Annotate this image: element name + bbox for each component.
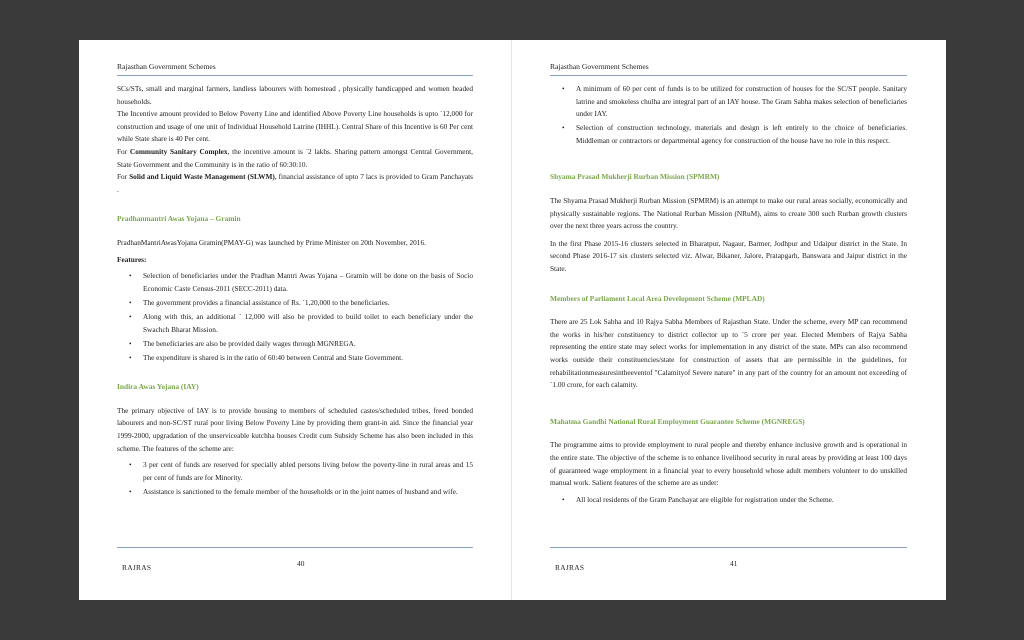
page-body <box>550 83 907 506</box>
list-item <box>117 352 473 365</box>
page-footer <box>550 547 907 578</box>
paragraph: SCs/STs, small and marginal farmers, landless labourers with homestead , physically handicapped and women headed households. <box>117 84 473 106</box>
list-item-text: The expenditure is shared is in the ratio of 60:40 between Central and State Government. <box>143 352 403 362</box>
page-left <box>79 40 512 600</box>
paragraph <box>117 171 473 196</box>
list-item-text: Assistance is sanctioned to the female member of the households or in the joint names of husband and wife. <box>143 486 458 496</box>
list-item <box>117 338 473 351</box>
list-item-text: 3 per cent of funds are reserved for specially abled persons living below the poverty-line in rural areas and 15 per cent of funds are for Minority. <box>143 460 473 482</box>
paragraph: The Incentive amount provided to Below Poverty Line and identified Above Poverty Line households is upto `12,000 for construction and usage of one unit of Individual Household Latrine (IHHL). Central Share of this Incentive is 60 Per cent while State share is 40 Per cent. <box>117 109 473 144</box>
bullet-icon: • <box>562 84 565 93</box>
bullet-icon: • <box>129 311 132 321</box>
text-run: For <box>117 172 130 182</box>
list-item <box>117 486 473 499</box>
paragraph: In the first Phase 2015-16 clusters selected in Bharatpur, Nagaur, Barmer, Jodhpur and Udaipur district in the State. In second Phase 2016-17 six clusters selected viz. Alwar, Bikaner, Jalore, Pratapgarh, Banswara and Jaipur district in the State. <box>550 238 907 274</box>
running-head: Rajasthan Government Schemes <box>550 62 649 71</box>
paragraph: The primary objective of IAY is to provide housing to members of scheduled castes/scheduled tribes, freed bonded labourers and non-SC/ST rural poor living Below Poverty Line by providing them grant-in aid. Since the financial year 1999-2000, upgradation of the unserviceable kutchha houses Credit cum Subsidy Scheme has also been included in this scheme. The features of the scheme are: <box>117 405 473 453</box>
paragraph: PradhanMantriAwasYojana Gramin(PMAY-G) was launched by Prime Minister on 20th November, 2016. <box>117 237 426 247</box>
list-item-text: The beneficiaries are also be provided daily wages through MGNREGA. <box>143 338 356 348</box>
footer-rule <box>550 547 907 548</box>
footer-publisher: RAJRAS <box>555 563 585 572</box>
footer-row <box>550 558 907 578</box>
list-item-text: All local residents of the Gram Panchayat are eligible for registration under the Scheme. <box>576 494 834 504</box>
bullet-list <box>550 83 907 147</box>
list-item <box>117 270 473 295</box>
bullet-icon: • <box>129 486 132 496</box>
bullet-icon: • <box>129 271 132 281</box>
bullet-icon: • <box>129 338 132 348</box>
list-item <box>117 297 473 310</box>
bullet-icon: • <box>562 494 565 504</box>
section-heading: Pradhanmantri Awas Yojana – Gramin <box>117 214 241 224</box>
features-label: Features: <box>117 254 147 264</box>
paragraph <box>117 146 473 171</box>
footer-rule <box>117 547 473 548</box>
bold-term: Solid and Liquid Waste Management (SLWM) <box>129 172 275 182</box>
page-number: 40 <box>297 559 305 568</box>
paragraph: There are 25 Lok Sabha and 10 Rajya Sabha Members of Rajasthan State. Under the scheme, every MP can recommend the works in his/her constituency to district collector up to `5 crore per year. Elected Members of Rajya Sabha representing the entire state may select works for implementation in any district of the state. MPs can also recommend works outside their constituencies/state for construction of assets that are permissible in the guidelines, for rehabilitationmeasuresintheeventof "Calamityof Severe nature" in any part of the country for an amount not exceeding of `1.00 crore, for each calamity. <box>550 317 907 390</box>
bullet-icon: • <box>129 297 132 307</box>
text-run: , financial assistance of upto 7 lacs is provided to Gram Panchayats . <box>117 172 473 194</box>
list-item <box>550 494 907 507</box>
list-item-text: The government provides a financial assistance of Rs. `1,20,000 to the beneficiaries. <box>143 297 390 307</box>
text-run: , the incentive amount is `2 lakhs. Sharing pattern amongst Central Government, State Government and the Community is in the ratio of 60:30:10. <box>117 146 474 169</box>
section-heading: Shyama Prasad Mukherji Rurban Mission (SPMRM) <box>550 172 720 182</box>
list-item <box>117 459 473 484</box>
text-run: For <box>117 146 130 156</box>
paragraph: The Shyama Prasad Mukherji Rurban Mission (SPMRM) is an attempt to make our rural areas socially, economically and physically sustainable regions. The National Rurban Mission (NRuM), aims to create 300 such Rurban growth clusters over the next three years across the country. <box>550 196 907 231</box>
list-item-text: Selection of construction technology, materials and design is left entirely to the choice of beneficiaries. Middleman or contractors or departmental agency for construction of the house have no role in this respect. <box>576 123 907 145</box>
list-item-text: Along with this, an additional ` 12,000 will also be provided to build toilet to each beneficiary under the Swachch Bharat Mission. <box>143 311 473 334</box>
header-rule <box>117 75 473 76</box>
footer-publisher: RAJRAS <box>122 563 152 572</box>
book-spread <box>79 40 946 600</box>
section-heading: Indira Awas Yojana (IAY) <box>117 382 199 392</box>
footer-row <box>117 558 473 578</box>
running-head: Rajasthan Government Schemes <box>117 62 216 71</box>
header-rule <box>550 75 907 76</box>
bold-term: Community Sanitary Complex <box>129 146 228 156</box>
page-right <box>512 40 945 600</box>
list-item-text: A minimum of 60 per cent of funds is to be utilized for construction of houses for the SC/ST people. Sanitary latrine and smokeless chulha are integral part of an IAY house. The Gram Sabha makes selection of beneficiaries under IAY. <box>576 84 907 119</box>
list-item <box>550 122 907 147</box>
list-item <box>117 311 473 336</box>
page-content <box>550 62 907 508</box>
page-footer <box>117 547 473 578</box>
bullet-list <box>550 494 907 507</box>
section-heading: Members of Parliament Local Area Development Scheme (MPLAD) <box>550 293 765 303</box>
paragraph: The programme aims to provide employment to rural people and thereby enhance inclusive growth and is operational in the entire state. The objective of the scheme is to enhance livelihood security in rural areas by providing at least 100 days of guaranteed wage employment in a financial year to every household whose adult members volunteer to do unskilled manual work. Salient features of the scheme are as under: <box>550 440 907 488</box>
bullet-icon: • <box>129 352 132 362</box>
bullet-icon: • <box>562 123 565 133</box>
bullet-icon: • <box>129 460 132 470</box>
bullet-list <box>117 270 473 364</box>
section-heading: Mahatma Gandhi National Rural Employment Guarantee Scheme (MGNREGS) <box>550 416 805 426</box>
page-content <box>117 62 473 500</box>
list-item <box>550 83 907 121</box>
page-number: 41 <box>730 559 738 568</box>
bullet-list <box>117 459 473 498</box>
list-item-text: Selection of beneficiaries under the Pradhan Mantri Awas Yojana – Gramin will be done on the basis of Socio Economic Caste Census-2011 (SECC-2011) data. <box>143 271 473 293</box>
page-body <box>117 83 473 499</box>
